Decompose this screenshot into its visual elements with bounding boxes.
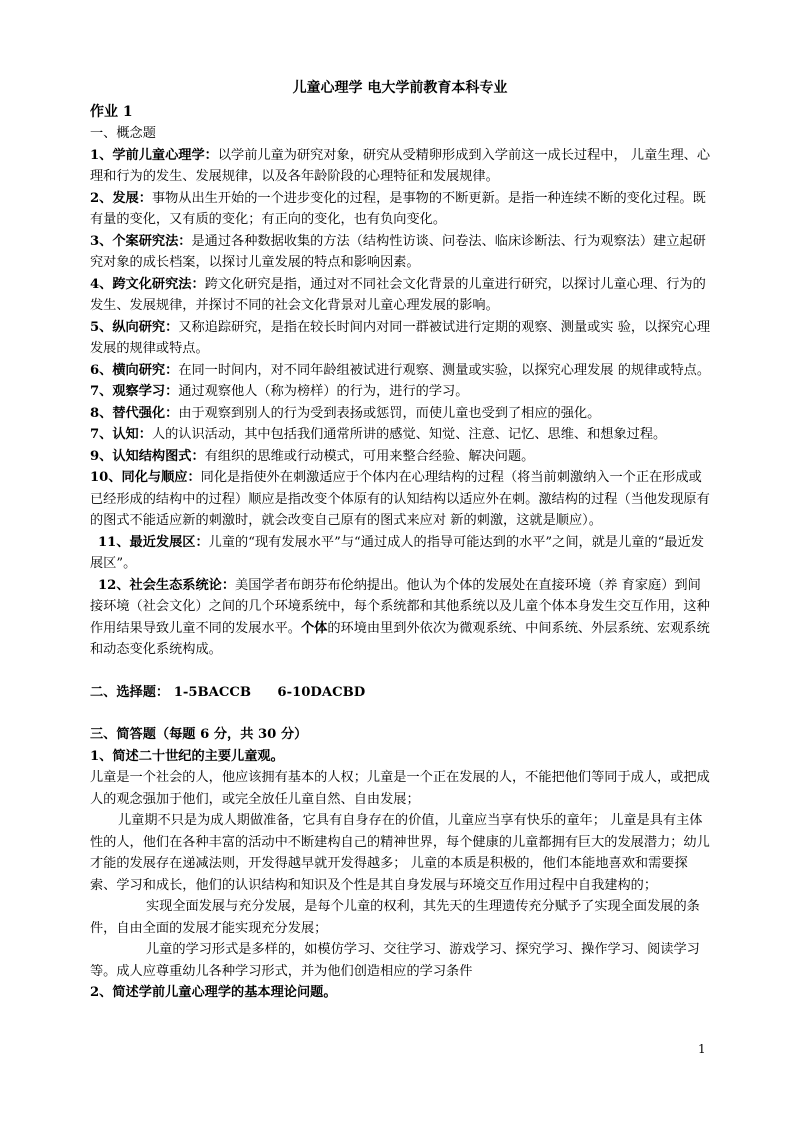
concept-term: 8、替代强化： [90,405,179,421]
concept-term: 12、社会生态系统论： [98,577,236,593]
concept-item [90,274,710,317]
concept-term: 10、同化与顺应： [90,470,201,485]
concept-def: 事物从出生开始的一个进步变化的过程，是事物的不断更新。是指一种连续不断的变化过程。既有量的变化，又有质的变化；有正向的变化，也有负向变化。 [90,190,706,227]
concept-item [90,424,710,446]
concept-term: 11、最近发展区： [98,534,209,550]
concept-item [90,317,710,360]
answer-paragraph: 实现全面发展与充分发展，是每个儿童的权利，其先天的生理遗传充分赋予了实现全面发展的条件，自由全面的发展才能实现充分发展； [90,899,700,936]
concept-item [90,145,710,188]
section-heading-short-answer: 三、简答题（每题 6 分，共 30 分） [90,727,308,742]
page-title: 儿童心理学 电大学前教育本科专业 [292,80,508,96]
concept-item [90,403,710,425]
concept-def: 由于观察到别人的行为受到表扬或惩罚，而使儿童也受到了相应的强化。 [178,405,601,421]
concept-def: 美国学者布朗芬布伦纳提出。他认为个体的发展处在直接环境（养 育家庭）到间接环境（社会文化）之间的几个环境系统中，每个系统都和其他系统以及儿童个体本身发生交互作用，这种作用结果导致儿童不同的发展水平。 [90,577,710,636]
concept-item [90,446,710,468]
concept-def: 通过观察他人（称为榜样）的行为，进行的学习。 [178,384,469,399]
concept-item [90,575,710,661]
concept-def: 儿童的“现有发展水平”与“通过成人的指导可能达到的水平”之间，就是儿童的“最近发展区”。 [90,534,704,571]
concept-term: 5、纵向研究： [90,319,179,335]
concept-item [90,360,710,382]
concept-term: 2、发展： [90,190,152,206]
concept-term: 9、认知结构图式： [90,448,205,464]
concept-item [90,188,710,231]
concept-def: 同化是指使外在刺激适应于个体内在心理结构的过程（将当前刺激纳入一个正在形成或已经形成的结构中的过程）顺应是指改变个体原有的认知结构以适应外在刺。激结构的过程（当他发现原有的图式不能适应新的刺激时，就会改变自己原有的图式来应对 新的刺激，这就是顺应）。 [90,470,710,528]
concept-def: 的环境由里到外依次为微观系统、中间系统、外层系统、宏观系统和动态变化系统构成。 [90,620,710,657]
concept-def: 是通过各种数据收集的方法（结构性访谈、问卷法、临床诊断法、行为观察法）建立起研究对象的成长档案，以探讨儿童发展的特点和影响因素。 [90,233,706,270]
concept-term: 7、认知： [90,427,152,442]
concept-term: 4、跨文化研究法： [90,276,205,292]
section-heading-choice: 二、选择题： 1-5BACCB 6-10DACBD [90,684,366,700]
answer-paragraph: 儿童是一个社会的人，他应该拥有基本的人权；儿童是一个正在发展的人，不能把他们等同于成人，或把成人的观念强加于他们，或完全放任儿童自然、自由发展； [90,770,710,807]
concept-def: 跨文化研究是指，通过对不同社会文化背景的儿童进行研究，以探讨儿童心理、行为的发生、发展规律，并探讨不同的社会文化背景对儿童心理发展的影响。 [90,276,706,313]
question-heading: 1、简述二十世纪的主要儿童观。 [90,748,284,764]
concept-def: 人的认识活动，其中包括我们通常所讲的感觉、知觉、注意、记忆、思维、和想象过程。 [151,427,667,442]
answer-paragraph: 儿童期不只是为成人期做准备，它具有自身存在的价值，儿童应当享有快乐的童年； 儿童是具有主体性的人，他们在各种丰富的活动中不断建构自己的精神世界，每个健康的儿童都拥有巨大的发展潜力；幼儿才能的发展存在递减法则，开发得越早就开发得越多； 儿童的本质是积极的，他们本能地喜欢和需要探索、学习和成长，他们的认识结构和知识及个性是其自身发展与环境交互作用过程中自我建构的； [90,813,710,893]
document-page [90,78,710,1004]
concept-term: 3、个案研究法： [90,233,192,249]
concept-def: 在同一时间内，对不同年龄组被试进行观察、测量或实验，以探究心理发展 的规律或特点。 [178,362,711,378]
homework-heading: 作业 1 [90,103,133,120]
concept-term: 7、观察学习： [90,384,179,399]
concept-def: 有组织的思维或行动模式，可用来整合经验、解决问题。 [204,448,535,464]
page-number: 1 [698,1042,706,1056]
answer-paragraph: 儿童的学习形式是多样的，如模仿学习、交往学习、游戏学习、探究学习、操作学习、阅读学习等。成人应尊重幼儿各种学习形式，并为他们创造相应的学习条件 [90,942,700,979]
concept-item [90,532,710,575]
concept-term: 1、学前儿童心理学： [90,147,218,163]
concept-bold-word: 个体 [301,620,328,636]
section-heading-concepts: 一、概念题 [90,126,156,141]
concept-item [90,231,710,274]
concept-term: 6、横向研究： [90,362,179,378]
concept-item [90,467,710,532]
concept-def: 以学前儿童为研究对象，研究从受精卵形成到入学前这一成长过程中， 儿童生理、心理和行为的发生、发展规律，以及各年龄阶段的心理特征和发展规律。 [90,147,711,184]
concept-def: 又称追踪研究，是指在较长时间内对同一群被试进行定期的观察、测量或实 验，以探究心理发展的规律或特点。 [90,319,711,356]
question-heading: 2、简述学前儿童心理学的基本理论问题。 [90,985,337,1000]
concept-item [90,381,710,403]
